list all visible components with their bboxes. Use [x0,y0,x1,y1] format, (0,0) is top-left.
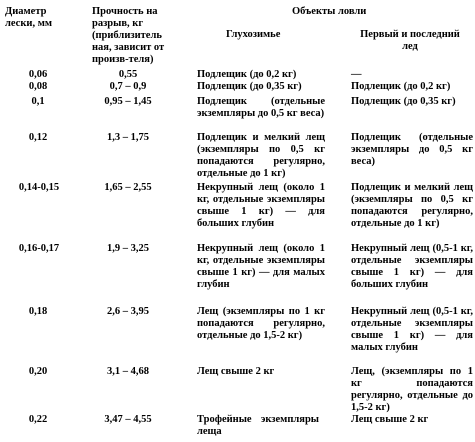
row-1-strength: 0,55 [118,69,138,80]
row-5-winter: Некрупный лещ (около 1 кг, отдельные экземпляры свыше 1 кг) — для больших глубин [197,182,325,229]
row-4-first-last: Подлещик (отдельные экземпляры до 0,5 кг веса) [351,132,473,167]
row-2-strength: 0,7 – 0,9 [109,81,147,92]
row-7-strength: 2,6 – 3,95 [107,306,149,317]
row-6-diameter: 0,16-0,17 [18,243,60,254]
row-4-winter: Подлещик и мелкий лещ (экземпляры по 0,5 кг попадаются регулярно, отдельные до 1 кг) [197,132,325,179]
row-2-winter: Подлещик (до 0,35 кг) [197,81,302,92]
row-3-strength: 0,95 – 1,45 [104,96,152,107]
row-9-winter: Трофейные экземпляры леща [197,414,319,437]
row-8-winter: Лещ свыше 2 кг [197,366,275,377]
row-7-diameter: 0,18 [28,306,48,317]
row-1-first-last: — [351,69,362,80]
row-6-strength: 1,9 – 3,25 [107,243,149,254]
header-diameter [5,6,67,30]
header-first-last-line1: Первый и последний [360,29,460,40]
header-strength-line2: разрыв, кг [92,18,144,29]
header-diameter-line2: лески, мм [5,18,52,29]
row-3-diameter: 0,1 [31,96,45,107]
header-winter: Глухозимье [226,29,281,40]
row-3-winter: Подлещик (отдельные экземпляры до 0,5 кг веса) [197,96,325,119]
row-8-diameter: 0,20 [28,366,48,377]
row-9-first-last: Лещ свыше 2 кг [351,414,429,425]
row-5-strength: 1,65 – 2,55 [104,182,152,193]
header-strength-line5: произв-теля) [92,54,154,65]
header-strength [92,6,182,66]
header-strength-line1: Прочность на [92,6,158,17]
row-1-diameter: 0,06 [28,69,48,80]
row-4-diameter: 0,12 [28,132,48,143]
row-2-diameter: 0,08 [28,81,48,92]
header-objects: Объекты ловли [292,6,367,17]
row-9-strength: 3,47 – 4,55 [104,414,152,425]
row-6-first-last: Некрупный лещ (0,5-1 кг, отдельные экземпляры свыше 1 кг) — для больших глубин [351,243,473,290]
header-first-last-line2: лед [402,41,418,52]
row-5-diameter: 0,14-0,15 [18,182,60,193]
row-8-first-last: Лещ, (экземпляры по 1 кг попадаются регулярно, отдельные до 1,5-2 кг) [351,366,473,413]
row-4-strength: 1,3 – 1,75 [107,132,149,143]
row-7-first-last: Некрупный лещ (0,5-1 кг, отдельные экземпляры свыше 1 кг) — для малых глубин [351,306,473,353]
row-7-winter: Лещ (экземпляры по 1 кг попадаются регулярно, отдельные до 1,5-2 кг) [197,306,325,341]
header-first-last [345,29,475,53]
row-2-first-last: Подлещик (до 0,2 кг) [351,81,451,92]
row-6-winter: Некрупный лещ (около 1 кг, отдельные экземпляры свыше 1 кг) — для малых глубин [197,243,325,290]
row-9-diameter: 0,22 [28,414,48,425]
row-8-strength: 3,1 – 4,68 [107,366,149,377]
row-5-first-last: Подлещик и мелкий лещ (экземпляры по 0,5 кг попадаются регулярно, отдельные до 1 кг) [351,182,473,229]
row-3-first-last: Подлещик (до 0,35 кг) [351,96,456,107]
header-strength-line4: ная, зависит от [92,42,165,53]
header-strength-line3: (приблизитель [92,30,162,41]
header-diameter-line1: Диаметр [5,6,47,17]
row-1-winter: Подлещик (до 0,2 кг) [197,69,297,80]
